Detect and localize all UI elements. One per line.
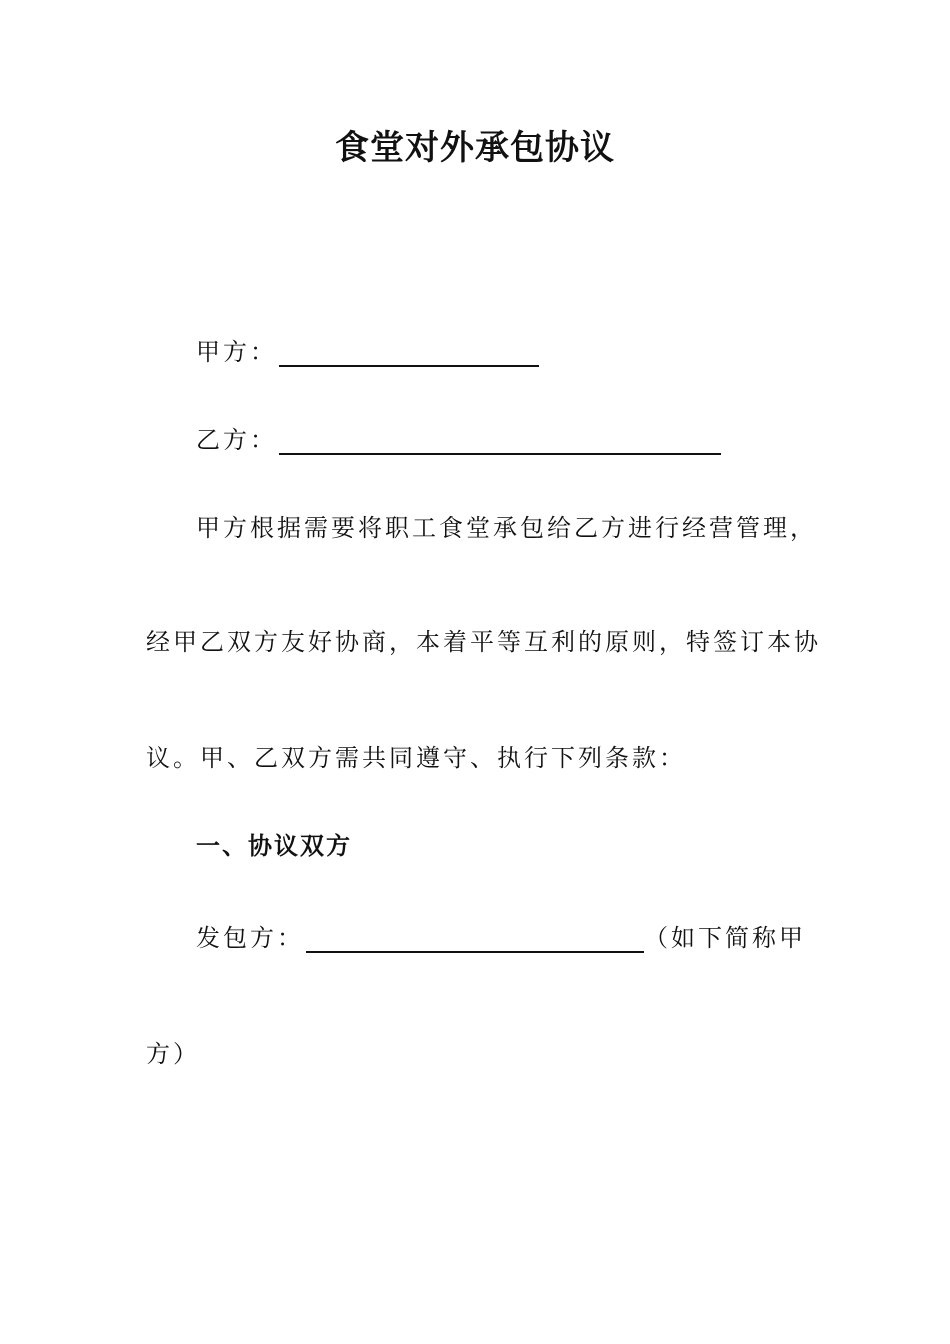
contractor-suffix-cont: 方） bbox=[146, 1040, 200, 1068]
contractor-line bbox=[196, 920, 806, 956]
party-a-blank bbox=[279, 341, 539, 367]
party-a-label: 甲方： bbox=[196, 338, 277, 366]
party-a-line bbox=[196, 334, 539, 370]
contractor-blank bbox=[306, 927, 644, 953]
party-b-blank bbox=[279, 429, 721, 455]
party-b-line bbox=[196, 422, 721, 458]
section-heading: 一、协议双方 bbox=[196, 832, 352, 860]
contractor-label: 发包方： bbox=[196, 924, 304, 952]
contractor-suffix: （如下简称甲 bbox=[644, 924, 806, 952]
document-title: 食堂对外承包协议 bbox=[335, 128, 615, 168]
paragraph-line-3: 议。甲、乙双方需共同遵守、执行下列条款： bbox=[146, 744, 686, 772]
paragraph-line-2: 经甲乙双方友好协商，本着平等互利的原则，特签订本协 bbox=[146, 628, 821, 656]
paragraph-line-1: 甲方根据需要将职工食堂承包给乙方进行经营管理， bbox=[196, 514, 817, 542]
party-b-label: 乙方： bbox=[196, 426, 277, 454]
